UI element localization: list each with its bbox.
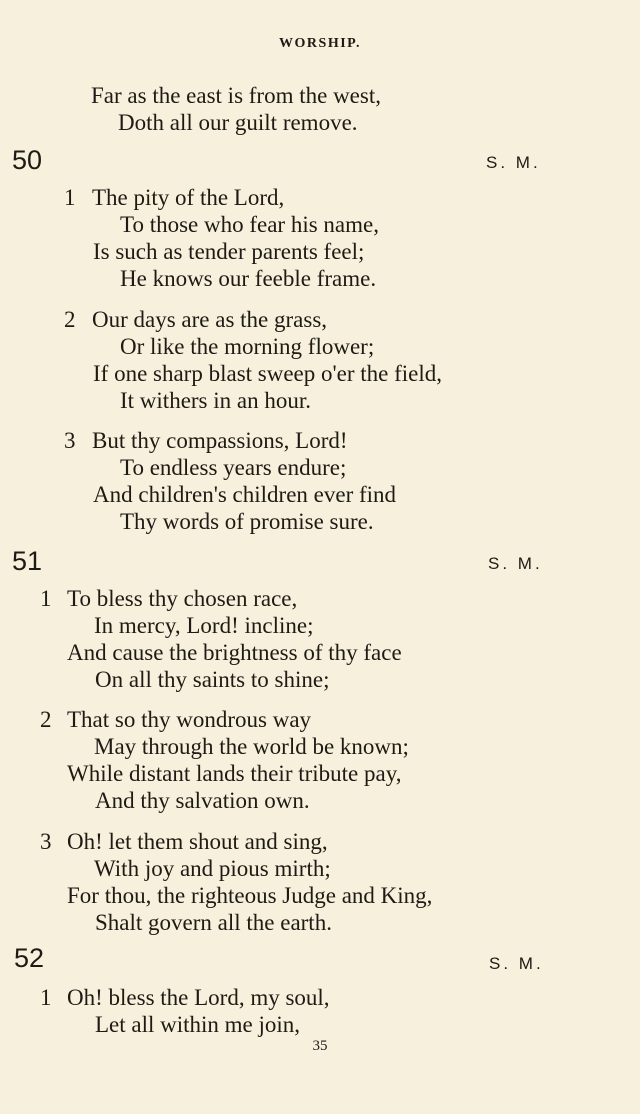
verse-line: Let all within me join, (95, 1012, 301, 1037)
verse-line: But thy compassions, Lord! (92, 428, 348, 453)
verse-line: And children's children ever find (93, 482, 397, 507)
verse-line: He knows our feeble frame. (120, 266, 377, 291)
verse-line: Is such as tender parents feel; (93, 239, 365, 264)
verse-line: Far as the east is from the west, (91, 83, 381, 108)
verse-line: Oh! let them shout and sing, (67, 829, 328, 854)
running-head: WORSHIP. (279, 36, 361, 51)
verse-line: The pity of the Lord, (92, 185, 285, 210)
verse-line: In mercy, Lord! incline; (94, 613, 314, 638)
verse-line: To endless years endure; (120, 455, 347, 480)
verse-line: To bless thy chosen race, (67, 586, 298, 611)
verse-line: Shalt govern all the earth. (95, 910, 332, 935)
stanza-number: 1 (64, 185, 76, 210)
page-number: 35 (312, 1038, 328, 1054)
verse-line: Thy words of promise sure. (120, 509, 374, 534)
hymn-number: 52 (14, 943, 45, 973)
verse-line: For thou, the righteous Judge and King, (67, 883, 433, 908)
stanza-number: 3 (40, 829, 52, 854)
hymn-number: 51 (12, 546, 43, 576)
verse-line: That so thy wondrous way (67, 707, 312, 732)
hymn-meter: S. M. (489, 954, 544, 973)
stanza-number: 2 (40, 707, 52, 732)
verse-line: May through the world be known; (94, 734, 409, 759)
verse-line: Our days are as the grass, (92, 307, 328, 332)
verse-line: Doth all our guilt remove. (118, 110, 358, 135)
stanza-number: 1 (40, 586, 52, 611)
verse-line: To those who fear his name, (120, 212, 379, 237)
verse-line: If one sharp blast sweep o'er the field, (93, 361, 443, 386)
hymn-number: 50 (12, 145, 43, 175)
verse-line: Or like the morning flower; (120, 334, 375, 359)
verse-line: And cause the brightness of thy face (67, 640, 402, 665)
verse-line: And thy salvation own. (95, 788, 310, 813)
verse-line: While distant lands their tribute pay, (67, 761, 402, 786)
verse-line: It withers in an hour. (120, 388, 311, 413)
verse-line: Oh! bless the Lord, my soul, (67, 985, 330, 1010)
stanza-number: 1 (40, 985, 52, 1010)
stanza-number: 2 (64, 307, 76, 332)
stanza-number: 3 (64, 428, 76, 453)
hymn-meter: S. M. (486, 153, 541, 172)
hymn-meter: S. M. (488, 554, 543, 573)
verse-line: With joy and pious mirth; (94, 856, 331, 881)
verse-line: On all thy saints to shine; (95, 667, 330, 692)
